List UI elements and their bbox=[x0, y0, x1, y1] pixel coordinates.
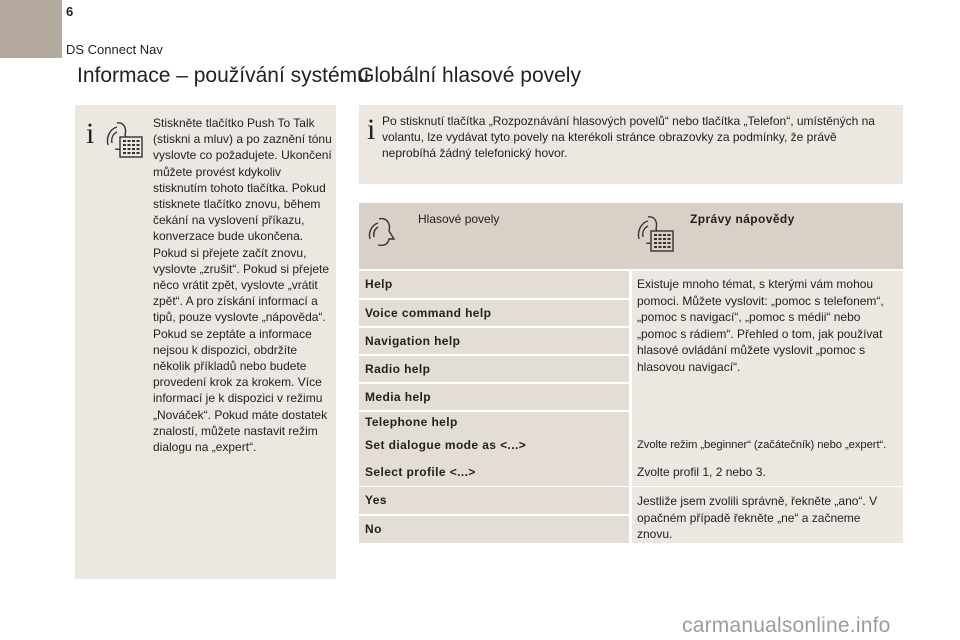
help-cell: Zvolte režim „beginner“ (začátečník) nebo „expert“. bbox=[632, 432, 903, 459]
table-row: Select profile <...> bbox=[359, 459, 629, 486]
page-number: 6 bbox=[66, 4, 74, 19]
help-cell: Jestliže jsem zvolili správně, řekněte „ano“. V opačném případě řekněte „ne“ a začneme znovu. bbox=[632, 487, 903, 543]
header-cell-commands bbox=[359, 203, 629, 269]
table-row: Radio help bbox=[359, 356, 629, 382]
column-header-commands: Hlasové povely bbox=[418, 212, 500, 226]
column-header-help: Zprávy nápovědy bbox=[690, 212, 795, 226]
push-to-talk-icon bbox=[105, 119, 145, 159]
page-tab bbox=[0, 0, 62, 58]
header-cell-help bbox=[632, 203, 903, 269]
document-title: DS Connect Nav bbox=[66, 42, 163, 57]
table-row: Telephone help bbox=[359, 412, 629, 432]
info-icon: i bbox=[367, 113, 376, 146]
info-panel bbox=[75, 105, 336, 579]
left-heading: Informace – používání systému bbox=[77, 64, 369, 87]
table-row: Yes bbox=[359, 487, 629, 514]
note-text: Po stisknutí tlačítka „Rozpoznávání hlasových povelů“ nebo tlačítka „Telefon“, umístěných na volantu, lze vydávat tyto povely na kterékoli stránce obrazovky za podmínky, že právě neprobíhá žádný telefonický hovor. bbox=[382, 114, 875, 160]
help-cell: Zvolte profil 1, 2 nebo 3. bbox=[632, 459, 903, 486]
table-row: No bbox=[359, 516, 629, 543]
table-row: Media help bbox=[359, 384, 629, 410]
table-row: Set dialogue mode as <...> bbox=[359, 432, 629, 459]
table-header bbox=[359, 203, 903, 269]
info-text: Stiskněte tlačítko Push To Talk (stiskni a mluv) a po zaznění tónu vyslovte co požadujete. Ukončení můžete provést kdykoliv stisknutím tohoto tlačítka. Pokud stisknete tlačítko znovu, během čekání na vyslovení příkazu, konverzace bude ukončena. Pokud si přejete začít znovu, vyslovte „zrušit“. Pokud si přejete něco vrátit zpět, vyslovte „vrátit zpět“. A pro získání informací a tipů, pouze vyslovte „nápověda“. Pokud se zeptáte a informace nejsou k dispozici, obdržíte několik příkladů nebo budete provedení krok za krokem. Více informací je k dispozici v režimu „Nováček“. Pokud máte dostatek znalostí, můžete nastavit režim dialogu na „expert“. bbox=[153, 116, 332, 455]
table-row: Voice command help bbox=[359, 300, 629, 326]
push-to-talk-icon bbox=[636, 213, 676, 253]
help-cell: Existuje mnoho témat, s kterými vám mohou pomoci. Můžete vyslovit: „pomoc s telefonem“, „pomoc s navigací“, „pomoc s médii“ nebo „pomoc s rádiem“. Přehled o tom, jak používat hlasové ovládání můžete vyslovit „pomoc s hlasovou navigací“. bbox=[632, 271, 903, 432]
table-row: Help bbox=[359, 271, 629, 298]
table-row: Navigation help bbox=[359, 328, 629, 354]
voice-commands-table bbox=[359, 203, 903, 543]
watermark: carmanualsonline.info bbox=[682, 614, 891, 637]
info-icon: i bbox=[86, 117, 95, 150]
voice-icon bbox=[367, 215, 403, 249]
voice-command-note bbox=[359, 105, 903, 184]
right-heading: Globální hlasové povely bbox=[358, 64, 581, 87]
